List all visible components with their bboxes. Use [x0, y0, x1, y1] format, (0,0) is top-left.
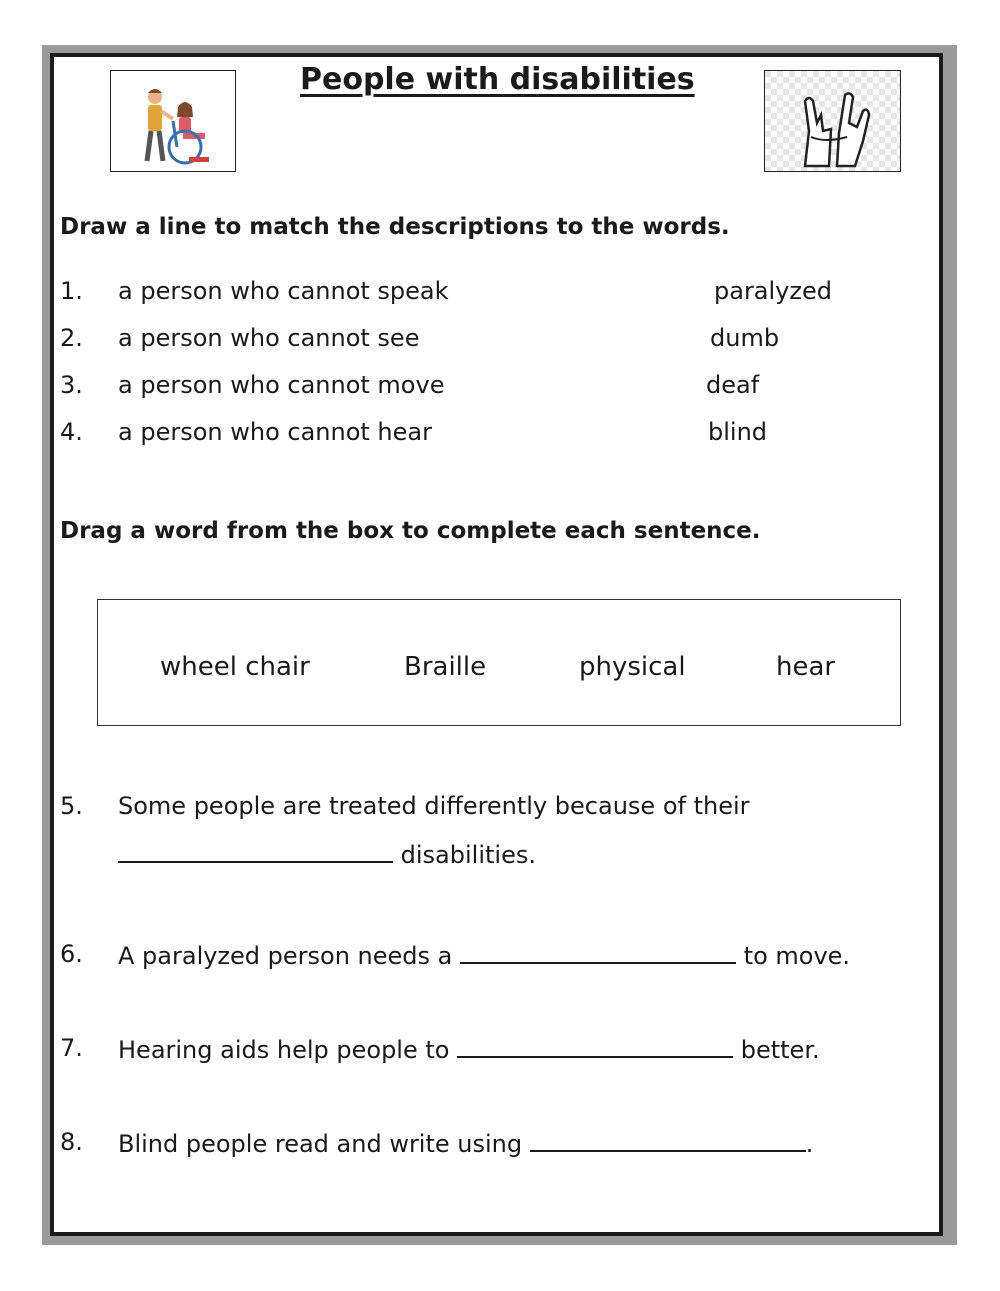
match-number-1: 1.	[60, 277, 83, 305]
sentence-7-blank[interactable]	[457, 1034, 733, 1058]
sentence-6-after: to move.	[743, 942, 851, 970]
sentence-7-after: better.	[740, 1036, 820, 1064]
sentence-8-before: Blind people read and write using	[118, 1130, 523, 1158]
match-instruction: Draw a line to match the descriptions to the words.	[60, 214, 730, 240]
sentence-7-before: Hearing aids help people to	[118, 1036, 450, 1064]
sentence-6	[118, 940, 850, 970]
page-title: People with disabilities	[300, 62, 695, 97]
drag-instruction: Drag a word from the box to complete each sentence.	[60, 518, 761, 544]
sentence-number-6: 6.	[60, 940, 83, 968]
match-number-4: 4.	[60, 418, 83, 446]
match-description-1: a person who cannot speak	[118, 277, 449, 305]
sentence-number-8: 8.	[60, 1128, 83, 1156]
sentence-number-7: 7.	[60, 1034, 83, 1062]
sign-language-hands-icon	[765, 71, 901, 172]
word-bank-item[interactable]: hear	[776, 652, 836, 682]
sentence-5-text: Some people are treated differently because of their	[118, 792, 750, 820]
sentence-5-blank[interactable]	[118, 839, 393, 863]
sentence-6-blank[interactable]	[460, 940, 736, 964]
sentence-number-5: 5.	[60, 792, 83, 820]
wheelchair-illustration	[110, 70, 236, 172]
match-word-2[interactable]: dumb	[710, 324, 780, 352]
match-number-2: 2.	[60, 324, 83, 352]
sentence-5-after: disabilities.	[400, 841, 536, 869]
word-bank-item[interactable]: Braille	[404, 652, 487, 682]
sentence-8-blank[interactable]	[530, 1128, 806, 1152]
match-description-2: a person who cannot see	[118, 324, 420, 352]
sentence-7	[118, 1034, 820, 1064]
match-number-3: 3.	[60, 371, 83, 399]
sign-language-illustration	[764, 70, 901, 172]
sentence-5-line2	[118, 839, 536, 869]
wheelchair-icon	[111, 71, 236, 172]
word-bank-item[interactable]: wheel chair	[160, 652, 310, 682]
match-description-3: a person who cannot move	[118, 371, 445, 399]
sentence-6-before: A paralyzed person needs a	[118, 942, 453, 970]
word-bank	[97, 599, 901, 726]
word-bank-item[interactable]: physical	[579, 652, 686, 682]
match-word-4[interactable]: blind	[708, 418, 768, 446]
match-word-1[interactable]: paralyzed	[714, 277, 832, 305]
sentence-8-after: .	[805, 1130, 814, 1158]
match-word-3[interactable]: deaf	[706, 371, 760, 399]
match-description-4: a person who cannot hear	[118, 418, 432, 446]
sentence-8	[118, 1128, 813, 1158]
